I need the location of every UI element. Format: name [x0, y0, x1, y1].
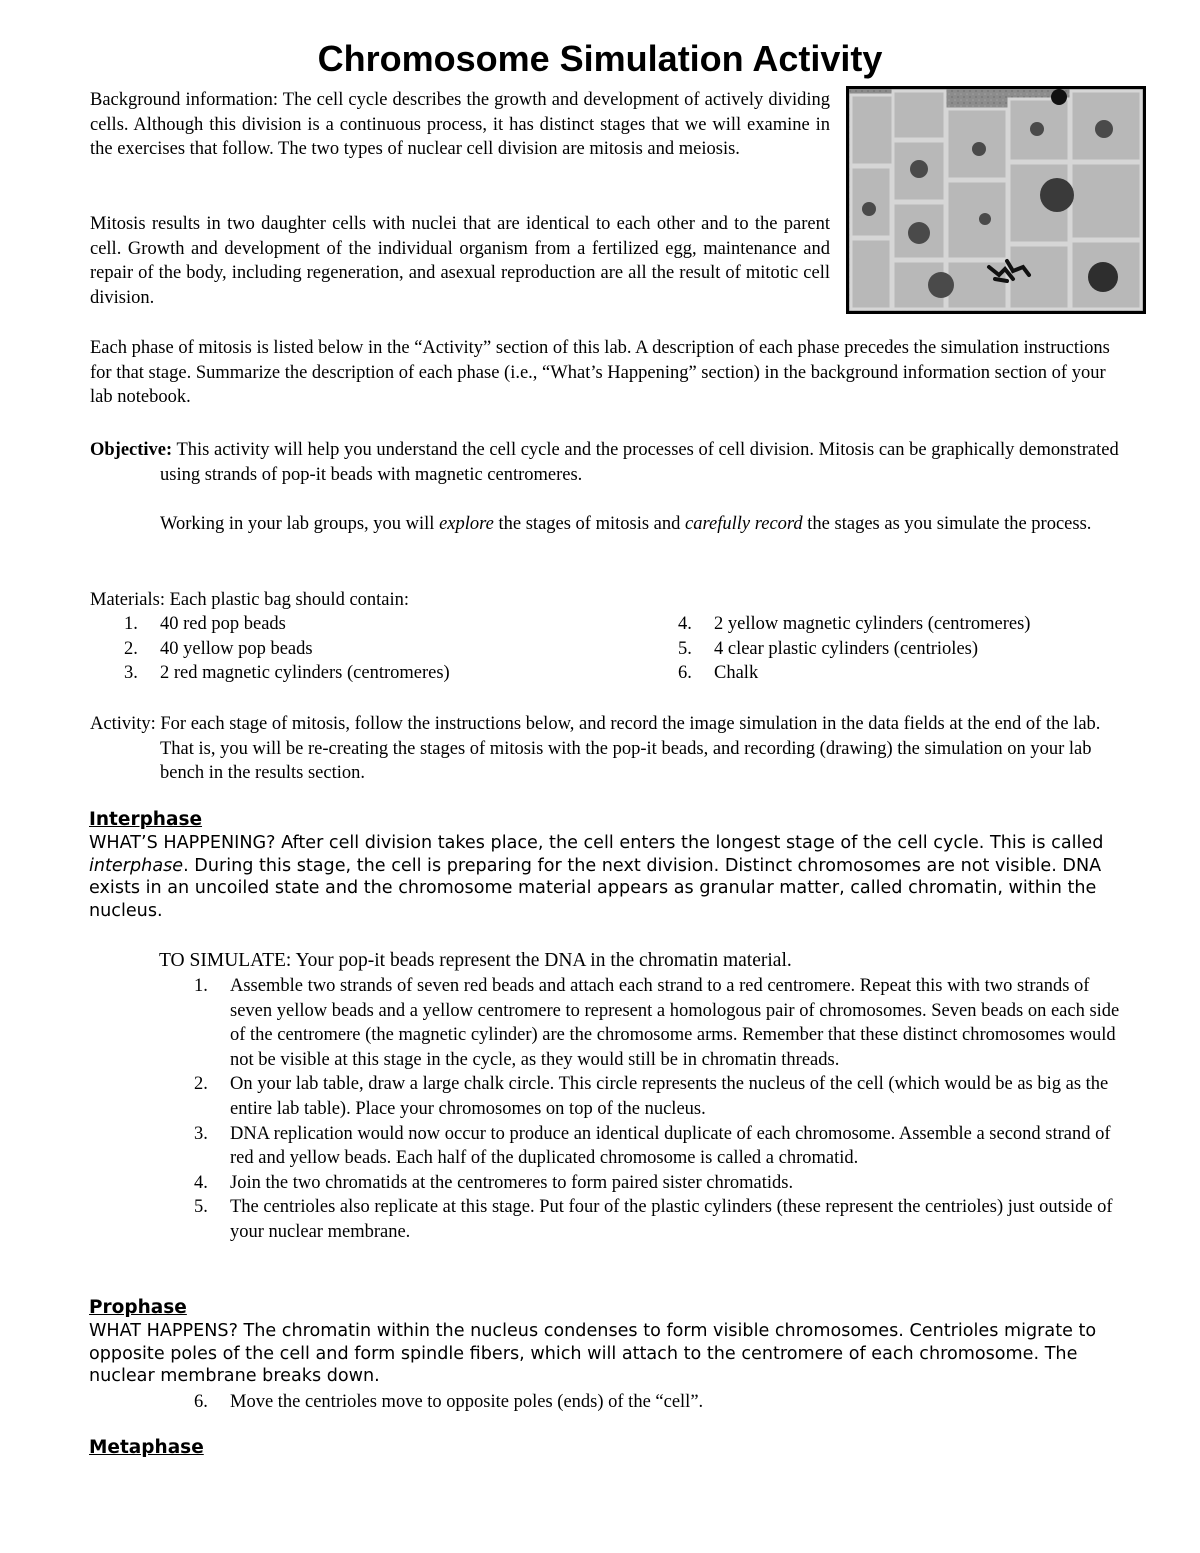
list-item: 6. Move the centrioles move to opposite poles (ends) of the “cell”.	[194, 1392, 704, 1412]
emphasis-interphase: interphase	[89, 855, 184, 876]
objective-text: This activity will help you understand the cell cycle and the processes of cell division. Mitosis can be graphically demonstrated using strands of pop-it beads with magnetic centromeres.	[160, 440, 1119, 485]
interphase-description: WHAT’S HAPPENING? After cell division takes place, the cell enters the longest stage of the cell cycle. This is called interphase. During this stage, the cell is preparing for the next division. Distinct chromosomes are not visible. DNA exists in an uncoiled state and the chromosome material appears as granular matter, called chromatin, within the nucleus.	[89, 833, 1104, 921]
list-item: 1. 40 red pop beads	[124, 614, 286, 634]
list-item: 5. 4 clear plastic cylinders (centrioles)	[678, 638, 979, 659]
page-title: Chromosome Simulation Activity	[317, 38, 883, 79]
emphasis-carefully-record: carefully record	[685, 513, 803, 534]
objective-section	[90, 438, 1120, 536]
prophase-heading: Prophase	[89, 1297, 187, 1318]
metaphase-heading: Metaphase	[89, 1437, 204, 1458]
list-item: 3. DNA replication would now occur to produce an identical duplicate of each chromosome. Assemble a second strand of red and yellow beads. Each half of the duplicated chromosome is called a chromatid.	[194, 1123, 1111, 1169]
background-paragraph-1: Background information: The cell cycle describes the growth and development of actively dividing cells. Although this division is a continuous process, it has distinct stages that we will examine in the exercises that follow. The two types of nuclear cell division are mitosis and meiosis.	[90, 90, 830, 160]
background-paragraph-2: Mitosis results in two daughter cells with nuclei that are identical to each other and to the parent cell. Growth and development of the individual organism from a fertilized egg, maintenance and repair of the body, including regeneration, and asexual reproduction are all the result of mitotic cell division.	[90, 214, 830, 308]
list-item: 5. The centrioles also replicate at this stage. Put four of the plastic cylinders (these represent the centrioles) just outside of your nuclear membrane.	[194, 1197, 1113, 1242]
onion-root-tip-micrograph-icon	[849, 89, 1143, 311]
micrograph-image	[846, 86, 1146, 314]
list-item: 6. Chalk	[678, 663, 759, 684]
activity-paragraph: Activity: For each stage of mitosis, follow the instructions below, and record the image simulation in the data fields at the end of the lab. That is, you will be re-creating the stages of mitosis with the pop-it beads, and recording (drawing) the simulation on your lab bench in the results section.	[90, 714, 1101, 784]
objective-groups-paragraph: Working in your lab groups, you will explore the stages of mitosis and carefully record the stages as you simulate the process.	[160, 513, 1092, 534]
interphase-steps	[194, 974, 1134, 1245]
materials-section	[90, 588, 1120, 613]
prophase-steps	[194, 1390, 1134, 1415]
emphasis-explore: explore	[439, 513, 494, 534]
interphase-heading: Interphase	[89, 809, 203, 830]
materials-list-left	[124, 612, 644, 686]
objective-label: Objective:	[90, 440, 173, 460]
background-paragraph-3: Each phase of mitosis is listed below in the “Activity” section of this lab. A description of each phase precedes the simulation instructions for that stage. Summarize the description of each phase (i.e., “What’s Happening” section) in the background information section of your lab notebook.	[90, 338, 1110, 408]
list-item: 4. Join the two chromatids at the centromeres to form paired sister chromatids.	[194, 1172, 794, 1193]
list-item: 2. On your lab table, draw a large chalk circle. This circle represents the nucleus of the cell (which would be as big as the entire lab table). Place your chromosomes on top of the nucleus.	[194, 1074, 1109, 1119]
list-item: 1. Assemble two strands of seven red beads and attach each strand to a red centromere. Repeat this with two strands of seven yellow beads and a yellow centromere to represent a homologous pair of chromosomes. Seven beads on each side of the centromere (the magnetic cylinder) are the chromosome arms. Remember that these distinct chromosomes would not be visible at this stage in the cycle, as they would still be in chromatin threads.	[194, 976, 1120, 1070]
list-item: 2. 40 yellow pop beads	[124, 638, 313, 659]
materials-list-right	[678, 612, 1138, 686]
list-item: 4. 2 yellow magnetic cylinders (centromeres)	[678, 614, 1031, 634]
list-item: 3. 2 red magnetic cylinders (centromeres)	[124, 663, 450, 684]
prophase-description: WHAT HAPPENS? The chromatin within the nucleus condenses to form visible chromosomes. Centrioles migrate to opposite poles of the cell and form spindle fibers, which will attach to the centromere of each chromosome. The nuclear membrane breaks down.	[89, 1321, 1097, 1387]
materials-intro: Materials: Each plastic bag should contain:	[90, 590, 410, 610]
interphase-to-simulate: TO SIMULATE: Your pop-it beads represent the DNA in the chromatin material.	[159, 950, 792, 971]
